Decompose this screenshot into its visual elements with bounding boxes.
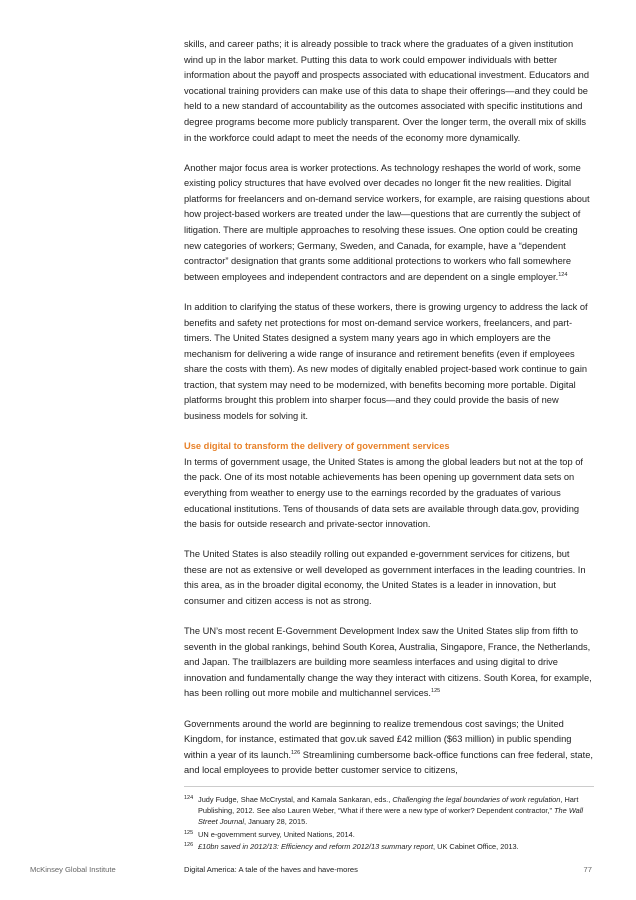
- paragraph-text: In addition to clarifying the status of these workers, there is growing urgency to address the lack of benefits and safety net protections for most on-demand service workers, freelancers, and part-timers. The United States designed a system many years ago in which employers are the mechanism for delivering a wide range of insurance and retirement benefits (even if employees share the costs with them). As new modes of digitally enabled project-based work continue to gain traction, that system may need to be modernized, with benefits becoming more portable. Digital platforms brought this problem into sharper focus—and they could provide the basis of new business models for solving it.: [184, 301, 588, 422]
- footnote-text: UN e-government survey, United Nations, 2014.: [198, 829, 355, 839]
- footnote-title: Challenging the legal boundaries of work regulation: [392, 795, 561, 804]
- footnote-number: 126: [184, 842, 194, 848]
- body-paragraph: [184, 161, 594, 286]
- footer-publisher: McKinsey Global Institute: [30, 865, 116, 874]
- footnote-number: 124: [184, 795, 194, 801]
- footnote-ref[interactable]: 126: [290, 749, 301, 756]
- paragraph-text: Streamlining cumbersome back-office functions can free federal, state, and local employees to provide better customer service to citizens,: [184, 749, 593, 776]
- footnote-title: The Wall Street Journal: [198, 806, 584, 826]
- main-text-column: [184, 37, 594, 793]
- paragraph-text: Another major focus area is worker protections. As technology reshapes the world of work, some existing policy structures that have evolved over decades no longer fit the new realities. Digital platforms for freelancers and on-demand service workers, for example, are raising questions about how project-based workers are treated under the law—questions that are currently the subject of litigation. There are multiple approaches to resolving these issues. One option could be creating new categories of workers; Germany, Sweden, and Canada, for example, have a “dependent contractor” designation that grants some additional protections to workers who fall somewhere between employees and independent contractors and are dependent on a single employer.: [184, 162, 590, 282]
- body-paragraph: [184, 624, 594, 702]
- body-paragraph: [184, 300, 594, 425]
- footnote-divider: [184, 786, 594, 787]
- body-paragraph: [184, 37, 594, 146]
- footnote-text: Judy Fudge, Shae McCrystal, and Kamala Sankaran, eds.,: [198, 795, 393, 804]
- footnote-ref[interactable]: 125: [431, 688, 441, 695]
- footnote-text: , UK Cabinet Office, 2013.: [433, 842, 519, 851]
- body-paragraph: [184, 717, 594, 779]
- footnote-title: £10bn saved in 2012/13: Efficiency and reform 2012/13 summary report: [198, 842, 433, 851]
- footer-report-title: Digital America: A tale of the haves and have-mores: [184, 865, 358, 874]
- paragraph-text: The UN’s most recent E-Government Development Index saw the United States slip from fifth to seventh in the global rankings, behind South Korea, Australia, Singapore, France, the Netherlands, and Japan. The trailblazers are building more seamless interfaces and using digital to drive innovation and fundamentally change the way they interact with citizens. South Korea, for example, has been rolling out more mobile and multichannel services.: [184, 626, 592, 699]
- paragraph-text: Governments around the world are beginning to realize tremendous cost savings; the United Kingdom, for instance, estimated that gov.uk saved £42 million ($63 million) in public spending within a year of its launch.: [184, 718, 572, 760]
- footnote-text: , January 28, 2015.: [244, 817, 308, 826]
- footnote-ref[interactable]: 124: [558, 271, 568, 278]
- footnotes: [184, 794, 594, 854]
- footnote-number: 125: [184, 829, 194, 836]
- page-number: 77: [583, 865, 592, 874]
- footnote-text: , Hart Publishing, 2012. See also Lauren Weber, “What if there were a new type of worker? Dependent contractor,”: [198, 795, 579, 815]
- paragraph-text: skills, and career paths; it is already possible to track where the graduates of a given institution wind up in the labor market. Putting this data to work could empower individuals with better information about the payoff and prospects associated with educational investment. Educators and vocational training providers can make use of this data to shape their offerings—and they could be held to a new standard of accountability as the outcomes associated with specific institutions and degree programs become more publicly transparent. Over the longer term, the overall mix of skills in the workforce could adapt to meet the needs of the economy more dynamically.: [184, 39, 590, 143]
- footnote-item: [184, 794, 594, 827]
- paragraph-text: In terms of government usage, the United States is among the global leaders but not at the top of the pack. One of its most notable achievements has been opening up government data sets on everything from weather to energy use to the earnings recorded by the graduates of various educational institutions. Tens of thousands of data sets are available through data.gov, providing the basis for outside research and private-sector innovation.: [184, 456, 583, 530]
- footnote-item: [184, 829, 594, 840]
- paragraph-text: The United States is also steadily rolling out expanded e-government services for citizens, but these are not as extensive or well developed as government interfaces in the leading countries. In this area, as in the broader digital economy, the United States is a leader in innovation, but consumer and citizen access is not as strong.: [184, 549, 586, 606]
- body-paragraph: [184, 547, 594, 609]
- section-heading: Use digital to transform the delivery of government services: [184, 441, 450, 452]
- footnote-item: [184, 841, 594, 852]
- body-paragraph: [184, 455, 594, 533]
